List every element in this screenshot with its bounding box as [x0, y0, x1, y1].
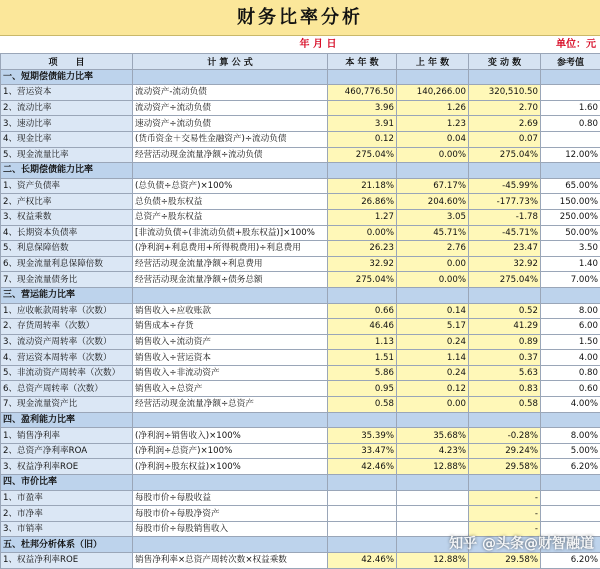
current-year-cell[interactable]: 1.27: [328, 209, 397, 225]
item-name-cell[interactable]: 5、非流动资产周转率（次数）: [1, 365, 133, 381]
formula-cell[interactable]: 销售收入÷总资产: [133, 381, 328, 397]
change-cell[interactable]: -1.78: [469, 209, 541, 225]
current-year-cell[interactable]: [328, 521, 397, 537]
section-blank-cell[interactable]: [397, 412, 469, 428]
table-row: [1, 490, 600, 506]
change-cell[interactable]: 0.37: [469, 350, 541, 366]
change-cell[interactable]: -0.28%: [469, 428, 541, 444]
change-cell[interactable]: 0.52: [469, 303, 541, 319]
section-header-row: [1, 412, 600, 428]
formula-cell[interactable]: 销售净利率×总资产周转次数×权益乘数: [133, 553, 328, 569]
header-change[interactable]: 变 动 数: [469, 54, 541, 70]
item-name-cell[interactable]: 3、权益净利率ROE: [1, 459, 133, 475]
previous-year-cell[interactable]: 12.88%: [397, 459, 469, 475]
formula-cell[interactable]: 速动资产÷流动负债: [133, 116, 328, 132]
item-name-cell[interactable]: 1、资产负债率: [1, 178, 133, 194]
change-cell[interactable]: 2.70: [469, 100, 541, 116]
item-name-cell[interactable]: 4、现金比率: [1, 131, 133, 147]
item-name-cell[interactable]: 1、市盈率: [1, 490, 133, 506]
current-year-cell[interactable]: 35.39%: [328, 428, 397, 444]
item-name-cell[interactable]: 1、应收帐款周转率（次数）: [1, 303, 133, 319]
formula-cell[interactable]: (净利润÷销售收入)×100%: [133, 428, 328, 444]
previous-year-cell[interactable]: 0.14: [397, 303, 469, 319]
current-year-cell[interactable]: 0.95: [328, 381, 397, 397]
table-row: [1, 350, 600, 366]
date-label: 年 月 日: [0, 36, 526, 53]
item-name-cell[interactable]: 3、速动比率: [1, 116, 133, 132]
section-blank-cell[interactable]: [541, 412, 600, 428]
reference-cell[interactable]: [541, 506, 600, 522]
formula-cell[interactable]: 每股市价÷每股销售收入: [133, 521, 328, 537]
section-title[interactable]: 四、市价比率: [1, 475, 133, 491]
change-cell[interactable]: 29.58%: [469, 553, 541, 569]
current-year-cell[interactable]: 26.23: [328, 241, 397, 257]
previous-year-cell[interactable]: 0.12: [397, 381, 469, 397]
item-name-cell[interactable]: 3、流动资产周转率（次数）: [1, 334, 133, 350]
reference-cell[interactable]: 6.00: [541, 319, 600, 335]
reference-cell[interactable]: 50.00%: [541, 225, 600, 241]
previous-year-cell[interactable]: 0.04: [397, 131, 469, 147]
current-year-cell[interactable]: 0.00%: [328, 225, 397, 241]
item-name-cell[interactable]: 1、营运资本: [1, 85, 133, 101]
current-year-cell[interactable]: [328, 490, 397, 506]
change-cell[interactable]: 29.24%: [469, 443, 541, 459]
item-name-cell[interactable]: 2、市净率: [1, 506, 133, 522]
current-year-cell[interactable]: 21.18%: [328, 178, 397, 194]
section-header-row: [1, 475, 600, 491]
current-year-cell[interactable]: 46.46: [328, 319, 397, 335]
current-year-cell[interactable]: 460,776.50: [328, 85, 397, 101]
table-row: [1, 256, 600, 272]
section-blank-cell[interactable]: [541, 163, 600, 179]
table-row: [1, 428, 600, 444]
current-year-cell[interactable]: 275.04%: [328, 147, 397, 163]
section-header-row: [1, 163, 600, 179]
reference-cell[interactable]: 4.00: [541, 350, 600, 366]
reference-cell[interactable]: 1.40: [541, 256, 600, 272]
formula-cell[interactable]: 每股市价÷每股净资产: [133, 506, 328, 522]
reference-cell[interactable]: [541, 490, 600, 506]
table-row: [1, 381, 600, 397]
change-cell[interactable]: 2.69: [469, 116, 541, 132]
reference-cell[interactable]: 12.00%: [541, 147, 600, 163]
table-row: [1, 365, 600, 381]
formula-cell[interactable]: 经营活动现金流量净额÷总资产: [133, 397, 328, 413]
table-row: [1, 209, 600, 225]
section-blank-cell[interactable]: [469, 287, 541, 303]
reference-cell[interactable]: 250.00%: [541, 209, 600, 225]
current-year-cell[interactable]: 32.92: [328, 256, 397, 272]
section-title[interactable]: 五、杜邦分析体系（旧）: [1, 537, 133, 553]
current-year-cell[interactable]: [328, 506, 397, 522]
formula-cell[interactable]: 销售收入÷非流动资产: [133, 365, 328, 381]
change-cell[interactable]: -45.99%: [469, 178, 541, 194]
unit-label: 单位：元: [526, 36, 600, 53]
change-cell[interactable]: -45.71%: [469, 225, 541, 241]
current-year-cell[interactable]: 1.51: [328, 350, 397, 366]
current-year-cell[interactable]: 3.91: [328, 116, 397, 132]
previous-year-cell[interactable]: 0.00: [397, 397, 469, 413]
section-blank-cell[interactable]: [133, 537, 328, 553]
section-blank-cell[interactable]: [469, 475, 541, 491]
previous-year-cell[interactable]: 0.00: [397, 256, 469, 272]
previous-year-cell[interactable]: 5.17: [397, 319, 469, 335]
section-blank-cell[interactable]: [133, 163, 328, 179]
section-blank-cell[interactable]: [133, 69, 328, 85]
item-name-cell[interactable]: 6、现金流量利息保障倍数: [1, 256, 133, 272]
section-blank-cell[interactable]: [469, 163, 541, 179]
current-year-cell[interactable]: 42.46%: [328, 459, 397, 475]
item-name-cell[interactable]: 2、流动比率: [1, 100, 133, 116]
change-cell[interactable]: -: [469, 506, 541, 522]
header-previous-year[interactable]: 上 年 数: [397, 54, 469, 70]
change-cell[interactable]: 275.04%: [469, 272, 541, 288]
section-blank-cell[interactable]: [397, 287, 469, 303]
reference-cell[interactable]: 8.00%: [541, 428, 600, 444]
section-blank-cell[interactable]: [397, 475, 469, 491]
current-year-cell[interactable]: 275.04%: [328, 272, 397, 288]
table-row: [1, 194, 600, 210]
formula-cell[interactable]: 销售成本÷存货: [133, 319, 328, 335]
section-blank-cell[interactable]: [397, 69, 469, 85]
item-name-cell[interactable]: 2、总资产净利率ROA: [1, 443, 133, 459]
current-year-cell[interactable]: 0.66: [328, 303, 397, 319]
watermark: 知乎 @头条@财智融道: [449, 533, 594, 553]
previous-year-cell[interactable]: [397, 506, 469, 522]
previous-year-cell[interactable]: [397, 490, 469, 506]
table-row: [1, 334, 600, 350]
formula-cell[interactable]: 销售收入÷营运资本: [133, 350, 328, 366]
change-cell[interactable]: 0.89: [469, 334, 541, 350]
reference-cell[interactable]: 1.60: [541, 100, 600, 116]
section-blank-cell[interactable]: [541, 69, 600, 85]
section-blank-cell[interactable]: [133, 475, 328, 491]
formula-cell[interactable]: 经营活动现金流量净额÷流动负债: [133, 147, 328, 163]
formula-cell[interactable]: 总资产÷股东权益: [133, 209, 328, 225]
change-cell[interactable]: 41.29: [469, 319, 541, 335]
item-name-cell[interactable]: 1、权益净利率ROE: [1, 553, 133, 569]
table-row: [1, 443, 600, 459]
formula-cell[interactable]: (净利润+利息费用+所得税费用)÷利息费用: [133, 241, 328, 257]
header-reference[interactable]: 参考值: [541, 54, 600, 70]
table-row: [1, 459, 600, 475]
previous-year-cell[interactable]: 4.23%: [397, 443, 469, 459]
change-cell[interactable]: 32.92: [469, 256, 541, 272]
reference-cell[interactable]: 6.20%: [541, 553, 600, 569]
reference-cell[interactable]: 4.00%: [541, 397, 600, 413]
change-cell[interactable]: -: [469, 490, 541, 506]
ratio-table: [0, 53, 600, 569]
previous-year-cell[interactable]: 35.68%: [397, 428, 469, 444]
current-year-cell[interactable]: 5.86: [328, 365, 397, 381]
item-name-cell[interactable]: 2、产权比率: [1, 194, 133, 210]
table-row: [1, 147, 600, 163]
table-row: [1, 100, 600, 116]
subheader-row: [0, 36, 600, 53]
section-blank-cell[interactable]: [397, 163, 469, 179]
reference-cell[interactable]: [541, 85, 600, 101]
change-cell[interactable]: 29.58%: [469, 459, 541, 475]
current-year-cell[interactable]: 42.46%: [328, 553, 397, 569]
item-name-cell[interactable]: 4、长期资本负债率: [1, 225, 133, 241]
reference-cell[interactable]: 8.00: [541, 303, 600, 319]
previous-year-cell[interactable]: 67.17%: [397, 178, 469, 194]
section-title[interactable]: 三、营运能力比率: [1, 287, 133, 303]
current-year-cell[interactable]: 33.47%: [328, 443, 397, 459]
previous-year-cell[interactable]: 0.24: [397, 334, 469, 350]
formula-cell[interactable]: 经营活动现金流量净额÷债务总额: [133, 272, 328, 288]
table-row: [1, 178, 600, 194]
section-title[interactable]: 一、短期偿债能力比率: [1, 69, 133, 85]
header-formula[interactable]: 计 算 公 式: [133, 54, 328, 70]
section-blank-cell[interactable]: [133, 412, 328, 428]
section-blank-cell[interactable]: [328, 69, 397, 85]
table-row: [1, 303, 600, 319]
item-name-cell[interactable]: 5、利息保障倍数: [1, 241, 133, 257]
previous-year-cell[interactable]: 0.00%: [397, 272, 469, 288]
reference-cell[interactable]: 0.80: [541, 365, 600, 381]
current-year-cell[interactable]: 1.13: [328, 334, 397, 350]
reference-cell[interactable]: 3.50: [541, 241, 600, 257]
formula-cell[interactable]: 销售收入÷流动资产: [133, 334, 328, 350]
table-row: [1, 85, 600, 101]
reference-cell[interactable]: 0.80: [541, 116, 600, 132]
section-title[interactable]: 二、长期偿债能力比率: [1, 163, 133, 179]
change-cell[interactable]: -: [469, 521, 541, 537]
section-header-row: [1, 287, 600, 303]
reference-cell[interactable]: 0.60: [541, 381, 600, 397]
item-name-cell[interactable]: 3、市销率: [1, 521, 133, 537]
formula-cell[interactable]: 流动资产-流动负债: [133, 85, 328, 101]
previous-year-cell[interactable]: 12.88%: [397, 553, 469, 569]
table-row: [1, 506, 600, 522]
current-year-cell[interactable]: 0.58: [328, 397, 397, 413]
reference-cell[interactable]: 1.50: [541, 334, 600, 350]
previous-year-cell[interactable]: 2.76: [397, 241, 469, 257]
change-cell[interactable]: -177.73%: [469, 194, 541, 210]
section-title[interactable]: 四、盈利能力比率: [1, 412, 133, 428]
formula-cell[interactable]: 每股市价÷每股收益: [133, 490, 328, 506]
section-blank-cell[interactable]: [133, 287, 328, 303]
sheet-title: 财务比率分析: [0, 0, 600, 36]
section-blank-cell[interactable]: [328, 537, 397, 553]
previous-year-cell[interactable]: 0.00%: [397, 147, 469, 163]
table-row: [1, 241, 600, 257]
formula-cell[interactable]: [非流动负债÷(非流动负债+股东权益)]×100%: [133, 225, 328, 241]
previous-year-cell[interactable]: 0.24: [397, 365, 469, 381]
formula-cell[interactable]: (净利润÷股东权益)×100%: [133, 459, 328, 475]
item-name-cell[interactable]: 2、存货周转率（次数）: [1, 319, 133, 335]
change-cell[interactable]: 23.47: [469, 241, 541, 257]
change-cell[interactable]: 320,510.50: [469, 85, 541, 101]
table-row: [1, 272, 600, 288]
formula-cell[interactable]: (净利润÷总资产)×100%: [133, 443, 328, 459]
reference-cell[interactable]: [541, 131, 600, 147]
item-name-cell[interactable]: 6、总资产周转率（次数）: [1, 381, 133, 397]
previous-year-cell[interactable]: 1.23: [397, 116, 469, 132]
header-current-year[interactable]: 本 年 数: [328, 54, 397, 70]
current-year-cell[interactable]: 0.12: [328, 131, 397, 147]
formula-cell[interactable]: 总负债÷股东权益: [133, 194, 328, 210]
header-row: [1, 54, 600, 70]
formula-cell[interactable]: (总负债÷总资产)×100%: [133, 178, 328, 194]
item-name-cell[interactable]: 7、现金流量资产比: [1, 397, 133, 413]
previous-year-cell[interactable]: 1.26: [397, 100, 469, 116]
change-cell[interactable]: 0.07: [469, 131, 541, 147]
reference-cell[interactable]: 150.00%: [541, 194, 600, 210]
item-name-cell[interactable]: 5、现金流量比率: [1, 147, 133, 163]
formula-cell[interactable]: 流动资产÷流动负债: [133, 100, 328, 116]
change-cell[interactable]: 275.04%: [469, 147, 541, 163]
change-cell[interactable]: 0.58: [469, 397, 541, 413]
section-blank-cell[interactable]: [541, 475, 600, 491]
formula-cell[interactable]: (货币资金＋交易性金融资产)÷流动负债: [133, 131, 328, 147]
formula-cell[interactable]: 销售收入÷应收账款: [133, 303, 328, 319]
reference-cell[interactable]: 65.00%: [541, 178, 600, 194]
header-item[interactable]: 项 目: [1, 54, 133, 70]
current-year-cell[interactable]: 3.96: [328, 100, 397, 116]
item-name-cell[interactable]: 3、权益乘数: [1, 209, 133, 225]
table-row: [1, 397, 600, 413]
section-blank-cell[interactable]: [328, 475, 397, 491]
table-row: [1, 116, 600, 132]
section-blank-cell[interactable]: [469, 69, 541, 85]
item-name-cell[interactable]: 7、现金流量债务比: [1, 272, 133, 288]
current-year-cell[interactable]: 26.86%: [328, 194, 397, 210]
previous-year-cell[interactable]: 1.14: [397, 350, 469, 366]
previous-year-cell[interactable]: 204.60%: [397, 194, 469, 210]
table-body: [1, 69, 600, 568]
previous-year-cell[interactable]: 3.05: [397, 209, 469, 225]
change-cell[interactable]: 5.63: [469, 365, 541, 381]
table-row: [1, 225, 600, 241]
previous-year-cell[interactable]: 45.71%: [397, 225, 469, 241]
table-row: [1, 319, 600, 335]
section-header-row: [1, 69, 600, 85]
section-blank-cell[interactable]: [328, 163, 397, 179]
reference-cell[interactable]: 6.20%: [541, 459, 600, 475]
reference-cell[interactable]: 5.00%: [541, 443, 600, 459]
item-name-cell[interactable]: 4、营运资本周转率（次数）: [1, 350, 133, 366]
item-name-cell[interactable]: 1、销售净利率: [1, 428, 133, 444]
section-blank-cell[interactable]: [328, 287, 397, 303]
change-cell[interactable]: 0.83: [469, 381, 541, 397]
table-row: [1, 131, 600, 147]
section-blank-cell[interactable]: [541, 287, 600, 303]
section-blank-cell[interactable]: [328, 412, 397, 428]
section-blank-cell[interactable]: [469, 412, 541, 428]
formula-cell[interactable]: 经营活动现金流量净额÷利息费用: [133, 256, 328, 272]
reference-cell[interactable]: 7.00%: [541, 272, 600, 288]
previous-year-cell[interactable]: 140,266.00: [397, 85, 469, 101]
